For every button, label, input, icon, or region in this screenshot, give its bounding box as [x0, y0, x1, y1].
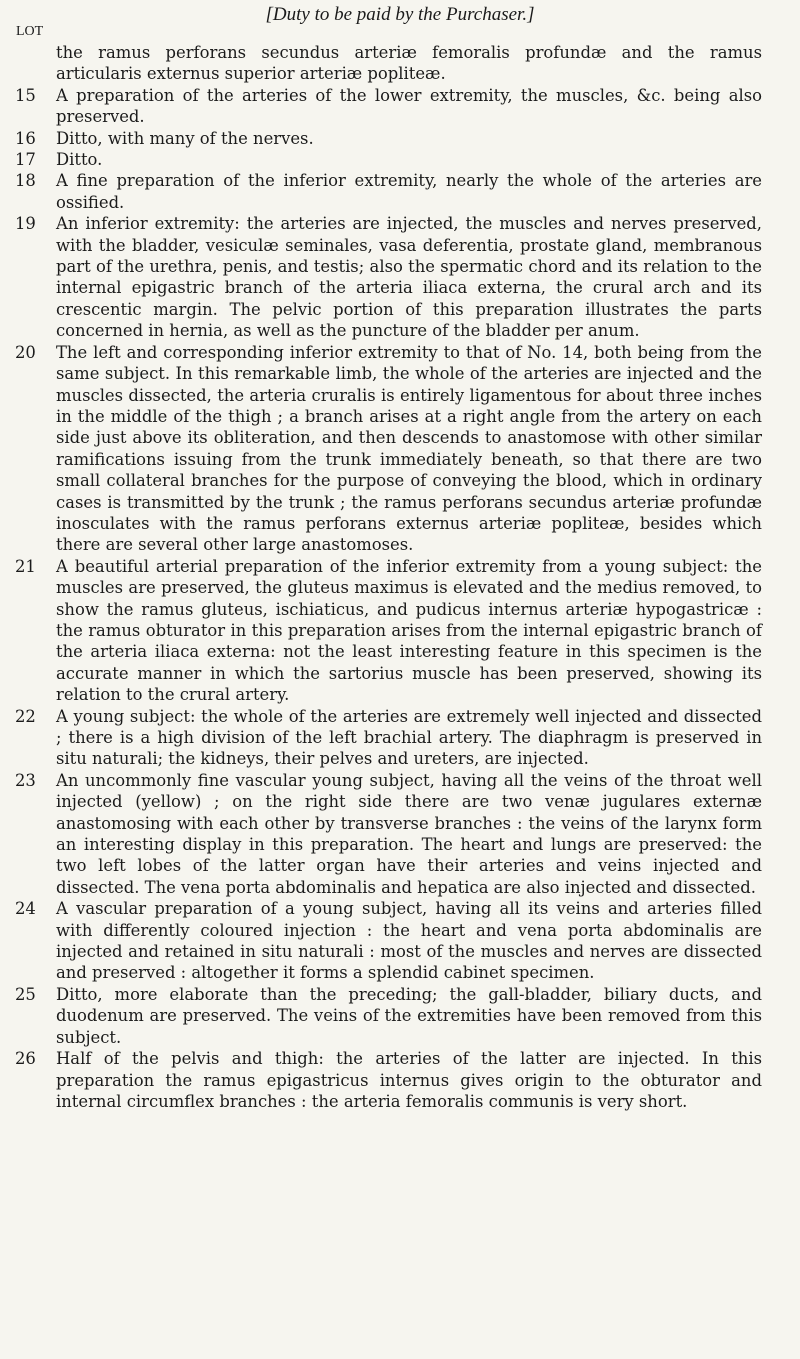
lot-description: Ditto, with many of the nerves. — [56, 128, 314, 148]
lot-number: 21 — [15, 556, 36, 576]
lot-description: The left and corresponding inferior extremity to that of No. 14, both being from the same subject. In this remarkable limb, the whole of the arteries are injected and the muscles dissected, the arteria cruralis is entirely ligamentous for about three inches in the middle of the thigh ; a branch arises at a right angle from the artery on each side just above its obliteration, and then descends to anastomose with other similar ramifications issuing from the trunk immediately beneath, so that there are two small collateral branches for the purpose of conveying the blood, which in ordinary cases is transmitted by the trunk ; the ramus perforans secundus arteriæ profundæ inosculates with the ramus perforans externus arteriæ popliteæ, besides which there are several other large anastomoses. — [56, 342, 762, 555]
lot-number: 16 — [15, 128, 36, 148]
lot-description: the ramus perforans secundus arteriæ femoralis profundæ and the ramus articularis externus superior arteriæ popliteæ. — [56, 43, 762, 84]
lot-entry-23 — [0, 770, 800, 898]
lot-description: Ditto. — [56, 150, 103, 170]
page-header: [Duty to be paid by the Purchaser.] — [265, 4, 535, 25]
lot-number: 26 — [15, 1049, 36, 1069]
lot-label: LOT — [16, 24, 44, 39]
lot-number: 18 — [15, 171, 36, 191]
lot-number: 23 — [15, 770, 36, 790]
lot-entry-22 — [0, 706, 800, 770]
lot-entry-20 — [0, 342, 800, 556]
lot-description: A vascular preparation of a young subject, having all its veins and arteries filled with differently coloured injection : the heart and vena porta abdominalis are injected and retained in situ naturali : most of the muscles and nerves are dissected and preserved : altogether it forms a splendid cabinet specimen. — [56, 899, 762, 983]
lot-entry-26 — [0, 1048, 800, 1112]
lot-description: An uncommonly fine vascular young subject, having all the veins of the throat well injected (yellow) ; on the right side there are two venæ jugulares externæ anastomosing with each other by transverse branches : the veins of the larynx form an interesting display in this preparation. The heart and lungs are preserved: the two left lobes of the latter organ have their arteries and veins injected and dissected. The vena porta abdominalis and hepatica are also injected and dissected. — [56, 770, 762, 897]
lot-entry-25 — [0, 984, 800, 1048]
lot-entry-15 — [0, 85, 800, 128]
lot-description: A preparation of the arteries of the lower extremity, the muscles, &c. being also preserved. — [56, 85, 762, 127]
lot-number: 20 — [15, 342, 36, 362]
lot-number: 17 — [15, 150, 36, 170]
lot-number: 15 — [15, 85, 36, 105]
lot-entry-24 — [0, 898, 800, 984]
lot-entry-continued — [0, 42, 800, 85]
lot-entry-17 — [0, 149, 800, 170]
lot-description: An inferior extremity: the arteries are injected, the muscles and nerves preserved, with the bladder, vesiculæ seminales, vasa deferentia, prostate gland, membranous part of the urethra, penis, and testis; also the spermatic chord and its relation to the internal epigastric branch of the arteria iliaca externa, the crural arch and its crescentic margin. The pelvic portion of this preparation illustrates the parts concerned in hernia, as well as the puncture of the bladder per anum. — [56, 214, 762, 341]
lot-number: 24 — [15, 899, 36, 919]
lot-entry-18 — [0, 170, 800, 213]
lot-entries — [0, 42, 800, 1112]
lot-description: Half of the pelvis and thigh: the arteries of the latter are injected. In this preparation the ramus epigastricus internus gives origin to the obturator and internal circumflex branches : the arteria femoralis communis is very short. — [56, 1049, 762, 1111]
lot-number: 25 — [15, 984, 36, 1004]
lot-entry-21 — [0, 556, 800, 706]
lot-number: 22 — [15, 706, 36, 726]
lot-description: A young subject: the whole of the arteries are extremely well injected and dissected ; there is a high division of the left brachial artery. The diaphragm is preserved in situ naturali; the kidneys, their pelves and ureters, are injected. — [56, 706, 762, 769]
lot-description: A fine preparation of the inferior extremity, nearly the whole of the arteries are ossified. — [56, 171, 762, 212]
lot-number: 19 — [15, 214, 36, 234]
lot-entry-19 — [0, 213, 800, 341]
lot-description: A beautiful arterial preparation of the inferior extremity from a young subject: the muscles are preserved, the gluteus maximus is elevated and the medius removed, to show the ramus gluteus, ischiaticus, and pudicus internus arteriæ hypogastricæ : the ramus obturator in this preparation arises from the internal epigastric branch of the arteria iliaca externa: not the least interesting feature in this specimen is the accurate manner in which the sartorius muscle has been preserved, showing its relation to the crural artery. — [56, 556, 762, 705]
lot-description: Ditto, more elaborate than the preceding; the gall-bladder, biliary ducts, and duodenum are preserved. The veins of the extremities have been removed from this subject. — [56, 984, 762, 1047]
lot-entry-16 — [0, 128, 800, 149]
